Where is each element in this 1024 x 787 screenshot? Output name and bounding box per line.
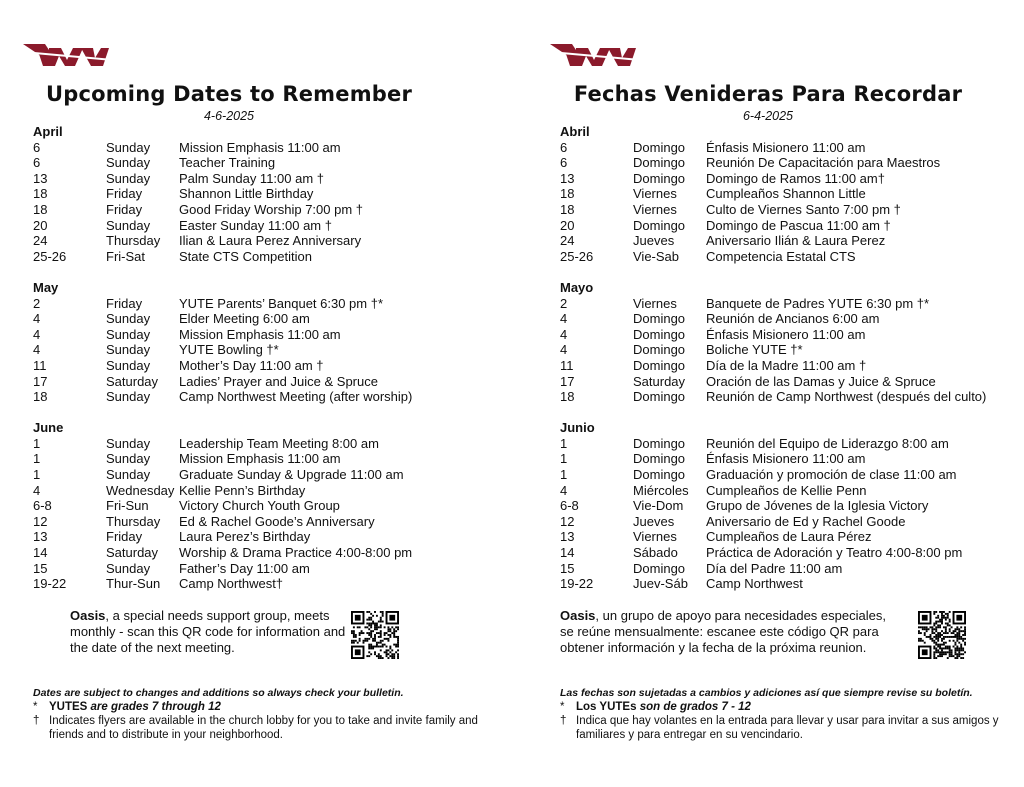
event-date: 1 bbox=[33, 451, 41, 467]
oasis-text bbox=[560, 608, 900, 656]
event-date: 24 bbox=[560, 233, 575, 249]
event-day: Sunday bbox=[106, 217, 151, 233]
event-description: Shannon Little Birthday bbox=[179, 186, 314, 202]
event-date: 20 bbox=[33, 217, 48, 233]
event-description: Cumpleaños de Laura Pérez bbox=[706, 529, 872, 545]
event-date: 4 bbox=[560, 482, 568, 498]
event-row bbox=[33, 155, 503, 171]
month-heading: June bbox=[33, 420, 64, 436]
event-row bbox=[33, 233, 503, 249]
event-row bbox=[33, 249, 503, 265]
asterisk-mark: * bbox=[33, 701, 38, 713]
disclaimer: Dates are subject to changes and additions so always check your bulletin. bbox=[33, 687, 404, 699]
event-day: Sunday bbox=[106, 311, 151, 327]
dagger-mark: † bbox=[33, 715, 40, 727]
event-description: Camp Northwest bbox=[706, 576, 803, 592]
event-date: 12 bbox=[33, 513, 48, 529]
event-date: 4 bbox=[560, 326, 568, 342]
page-date: 6-4-2025 bbox=[742, 109, 794, 123]
event-day: Viernes bbox=[633, 186, 677, 202]
event-row bbox=[560, 389, 1015, 405]
month-heading: Junio bbox=[560, 420, 595, 436]
event-description: Leadership Team Meeting 8:00 am bbox=[179, 435, 379, 451]
event-date: 25-26 bbox=[560, 248, 594, 264]
page-title: Upcoming Dates to Remember bbox=[45, 82, 413, 106]
event-date: 20 bbox=[560, 217, 575, 233]
event-description: Good Friday Worship 7:00 pm † bbox=[179, 201, 364, 217]
month-heading: Mayo bbox=[560, 279, 594, 295]
event-description: Práctica de Adoración y Teatro 4:00-8:00 pm bbox=[706, 545, 963, 561]
event-description: Mission Emphasis 11:00 am bbox=[179, 326, 341, 342]
month-heading: Abril bbox=[560, 124, 590, 139]
event-description: Palm Sunday 11:00 am † bbox=[179, 170, 325, 186]
event-date: 6-8 bbox=[33, 498, 52, 514]
event-day: Domingo bbox=[633, 155, 686, 171]
event-date: 4 bbox=[560, 342, 568, 358]
event-date: 6 bbox=[33, 155, 41, 171]
event-date: 11 bbox=[33, 357, 47, 373]
event-description: Mission Emphasis 11:00 am bbox=[179, 451, 341, 467]
event-date: 2 bbox=[560, 295, 568, 311]
event-date: 13 bbox=[33, 529, 48, 545]
event-row bbox=[560, 186, 1015, 202]
month-heading: May bbox=[33, 279, 59, 295]
event-day: Saturday bbox=[633, 373, 686, 389]
month-spacer bbox=[560, 264, 1015, 280]
event-row bbox=[33, 545, 503, 561]
event-description: Ed & Rachel Goode’s Anniversary bbox=[179, 513, 375, 529]
event-day: Sunday bbox=[106, 560, 151, 576]
oasis-label: Oasis bbox=[70, 608, 106, 623]
oasis-label: Oasis bbox=[560, 608, 596, 623]
event-description: Victory Church Youth Group bbox=[179, 498, 340, 514]
footnote-yutes bbox=[560, 700, 1015, 714]
event-row bbox=[33, 311, 503, 327]
event-date: 1 bbox=[33, 435, 41, 451]
event-day: Fri-Sat bbox=[106, 248, 145, 264]
event-date: 17 bbox=[560, 373, 575, 389]
event-row bbox=[560, 311, 1015, 327]
event-date: 1 bbox=[560, 435, 568, 451]
event-date: 4 bbox=[560, 311, 568, 327]
event-row bbox=[560, 358, 1015, 374]
event-day: Sunday bbox=[106, 467, 151, 483]
event-description: Reunión de Camp Northwest (después del culto) bbox=[706, 389, 987, 405]
events-list bbox=[560, 124, 1015, 592]
event-date: 6 bbox=[560, 155, 568, 171]
event-description: Culto de Viernes Santo 7:00 pm † bbox=[706, 201, 901, 217]
event-date: 6 bbox=[33, 139, 41, 155]
month-spacer bbox=[33, 264, 503, 280]
event-description: Worship & Drama Practice 4:00-8:00 pm bbox=[179, 545, 413, 561]
event-row bbox=[560, 202, 1015, 218]
page-title: Fechas Venideras Para Recordar bbox=[573, 82, 963, 106]
event-day: Friday bbox=[106, 201, 143, 217]
event-description: Graduación y promoción de clase 11:00 am bbox=[706, 467, 957, 483]
event-date: 14 bbox=[560, 545, 575, 561]
event-row bbox=[33, 202, 503, 218]
qr-code-icon[interactable] bbox=[918, 611, 966, 659]
event-row bbox=[560, 498, 1015, 514]
event-description: Mission Emphasis 11:00 am bbox=[179, 139, 341, 155]
event-row bbox=[560, 436, 1015, 452]
event-row bbox=[560, 514, 1015, 530]
event-day: Domingo bbox=[633, 560, 686, 576]
event-date: 6 bbox=[560, 139, 568, 155]
disclaimer: Las fechas son sujetadas a cambios y adiciones así que siempre revise su boletín. bbox=[560, 687, 973, 699]
event-date: 18 bbox=[560, 389, 575, 405]
event-date: 19-22 bbox=[560, 576, 594, 592]
event-row bbox=[33, 529, 503, 545]
event-row bbox=[560, 342, 1015, 358]
event-date: 15 bbox=[33, 560, 48, 576]
oasis-text bbox=[70, 608, 350, 656]
qr-code-icon[interactable] bbox=[351, 611, 399, 659]
event-day: Vie-Sab bbox=[633, 248, 680, 264]
event-row bbox=[560, 327, 1015, 343]
event-row bbox=[33, 514, 503, 530]
event-description: Cumpleaños Shannon Little bbox=[706, 186, 866, 202]
page-date: 4-6-2025 bbox=[203, 109, 255, 123]
event-day: Domingo bbox=[633, 217, 686, 233]
event-day: Sunday bbox=[106, 139, 151, 155]
event-description: Ilian & Laura Perez Anniversary bbox=[179, 233, 362, 249]
event-description: Father’s Day 11:00 am bbox=[179, 560, 310, 576]
event-day: Domingo bbox=[633, 139, 686, 155]
event-description: Competencia Estatal CTS bbox=[706, 248, 856, 264]
event-row bbox=[33, 483, 503, 499]
event-row bbox=[560, 233, 1015, 249]
event-row bbox=[560, 140, 1015, 156]
event-day: Sunday bbox=[106, 451, 151, 467]
events-list bbox=[33, 124, 503, 592]
dagger-mark: † bbox=[560, 715, 567, 727]
event-date: 4 bbox=[33, 342, 41, 358]
footnotes bbox=[560, 686, 1015, 742]
event-day: Domingo bbox=[633, 389, 686, 405]
event-date: 18 bbox=[560, 186, 575, 202]
event-day: Vie-Dom bbox=[633, 498, 684, 514]
event-day: Jueves bbox=[633, 513, 675, 529]
event-day: Friday bbox=[106, 529, 143, 545]
event-row bbox=[560, 451, 1015, 467]
event-row bbox=[33, 467, 503, 483]
event-date: 18 bbox=[33, 389, 48, 405]
event-row bbox=[33, 436, 503, 452]
footnote-yutes bbox=[33, 700, 503, 714]
event-date: 17 bbox=[33, 373, 48, 389]
event-day: Wednesday bbox=[106, 482, 175, 498]
event-row bbox=[560, 218, 1015, 234]
event-day: Miércoles bbox=[633, 482, 689, 498]
event-description: Reunión de Ancianos 6:00 am bbox=[706, 311, 880, 327]
event-day: Domingo bbox=[633, 326, 686, 342]
event-day: Viernes bbox=[633, 201, 677, 217]
event-row bbox=[33, 327, 503, 343]
event-description: State CTS Competition bbox=[179, 248, 312, 264]
event-day: Viernes bbox=[633, 529, 677, 545]
nw-logo-icon bbox=[550, 42, 640, 68]
event-row bbox=[33, 218, 503, 234]
event-description: Teacher Training bbox=[179, 155, 276, 171]
month-spacer bbox=[560, 405, 1015, 421]
event-row bbox=[560, 155, 1015, 171]
oasis-description: , a special needs support group, meets monthly - scan this QR code for information and the date of the next meeting. bbox=[70, 608, 346, 655]
event-description: Énfasis Misionero 11:00 am bbox=[706, 326, 866, 342]
event-day: Sábado bbox=[633, 545, 678, 561]
event-date: 2 bbox=[33, 295, 41, 311]
event-day: Fri-Sun bbox=[106, 498, 149, 514]
event-date: 19-22 bbox=[33, 576, 67, 592]
event-row bbox=[33, 561, 503, 577]
yutes-label: Los YUTEs bbox=[576, 701, 637, 713]
event-row bbox=[560, 529, 1015, 545]
event-description: Camp Northwest† bbox=[179, 576, 284, 592]
event-day: Domingo bbox=[633, 451, 686, 467]
event-row bbox=[33, 389, 503, 405]
yutes-text: son de grados 7 - 12 bbox=[636, 701, 751, 713]
event-date: 12 bbox=[560, 513, 575, 529]
event-description: YUTE Parents’ Banquet 6:30 pm †* bbox=[179, 295, 384, 311]
event-date: 15 bbox=[560, 560, 575, 576]
nw-logo-icon bbox=[23, 42, 113, 68]
event-row bbox=[33, 186, 503, 202]
event-description: Ladies’ Prayer and Juice & Spruce bbox=[179, 373, 378, 389]
event-day: Sunday bbox=[106, 357, 151, 373]
event-day: Viernes bbox=[633, 295, 677, 311]
event-description: Easter Sunday 11:00 am † bbox=[179, 217, 332, 233]
event-row bbox=[33, 358, 503, 374]
spanish-panel bbox=[560, 0, 1015, 787]
event-day: Domingo bbox=[633, 467, 686, 483]
month-spacer bbox=[33, 405, 503, 421]
event-day: Saturday bbox=[106, 373, 159, 389]
event-day: Friday bbox=[106, 295, 143, 311]
event-date: 13 bbox=[560, 170, 575, 186]
event-row bbox=[560, 576, 1015, 592]
event-description: Oración de las Damas y Juice & Spruce bbox=[706, 373, 936, 389]
event-row bbox=[33, 451, 503, 467]
event-date: 24 bbox=[33, 233, 48, 249]
event-date: 1 bbox=[560, 451, 568, 467]
event-day: Sunday bbox=[106, 389, 151, 405]
event-description: Camp Northwest Meeting (after worship) bbox=[179, 389, 413, 405]
event-date: 1 bbox=[560, 467, 568, 483]
event-date: 13 bbox=[560, 529, 575, 545]
event-date: 14 bbox=[33, 545, 48, 561]
event-date: 1 bbox=[33, 467, 41, 483]
event-day: Saturday bbox=[106, 545, 159, 561]
event-description: Aniversario de Ed y Rachel Goode bbox=[706, 513, 906, 529]
event-date: 13 bbox=[33, 170, 48, 186]
event-description: Laura Perez’s Birthday bbox=[179, 529, 311, 545]
event-description: Grupo de Jóvenes de la Iglesia Victory bbox=[706, 498, 929, 514]
event-date: 4 bbox=[33, 311, 41, 327]
event-row bbox=[560, 561, 1015, 577]
event-row bbox=[560, 545, 1015, 561]
event-description: Domingo de Ramos 11:00 am† bbox=[706, 170, 885, 186]
yutes-label: YUTES bbox=[49, 701, 88, 713]
event-day: Domingo bbox=[633, 311, 686, 327]
event-row bbox=[33, 374, 503, 390]
event-date: 4 bbox=[33, 326, 41, 342]
footnote-flyers bbox=[560, 714, 1015, 742]
event-day: Thursday bbox=[106, 513, 161, 529]
event-day: Sunday bbox=[106, 435, 151, 451]
event-row bbox=[560, 249, 1015, 265]
event-description: Kellie Penn’s Birthday bbox=[179, 482, 306, 498]
event-date: 25-26 bbox=[33, 248, 67, 264]
event-description: Elder Meeting 6:00 am bbox=[179, 311, 310, 327]
event-description: Énfasis Misionero 11:00 am bbox=[706, 139, 866, 155]
event-day: Domingo bbox=[633, 435, 686, 451]
asterisk-mark: * bbox=[560, 701, 565, 713]
event-day: Sunday bbox=[106, 170, 151, 186]
event-row bbox=[560, 171, 1015, 187]
event-date: 18 bbox=[560, 201, 575, 217]
event-description: Énfasis Misionero 11:00 am bbox=[706, 451, 866, 467]
event-row bbox=[560, 467, 1015, 483]
event-row bbox=[560, 374, 1015, 390]
event-description: Graduate Sunday & Upgrade 11:00 am bbox=[179, 467, 404, 483]
event-description: Aniversario Ilián & Laura Perez bbox=[706, 233, 886, 249]
event-date: 18 bbox=[33, 201, 48, 217]
event-day: Sunday bbox=[106, 342, 151, 358]
event-description: Domingo de Pascua 11:00 am † bbox=[706, 217, 891, 233]
event-description: Reunión De Capacitación para Maestros bbox=[706, 155, 941, 171]
footnote-flyers bbox=[33, 714, 503, 742]
event-description: Banquete de Padres YUTE 6:30 pm †* bbox=[706, 295, 930, 311]
event-date: 11 bbox=[560, 357, 574, 373]
event-row bbox=[33, 296, 503, 312]
english-panel bbox=[33, 0, 503, 787]
oasis-description: , un grupo de apoyo para necesidades especiales, se reúne mensualmente: escanee este código QR para obtener información y la fecha de la próxima reunion. bbox=[560, 608, 886, 655]
event-day: Thur-Sun bbox=[106, 576, 161, 592]
event-day: Domingo bbox=[633, 170, 686, 186]
month-heading: April bbox=[33, 124, 63, 139]
event-date: 4 bbox=[33, 482, 41, 498]
event-day: Sunday bbox=[106, 326, 151, 342]
event-row bbox=[560, 483, 1015, 499]
event-day: Domingo bbox=[633, 357, 686, 373]
footnotes bbox=[33, 686, 503, 742]
event-row bbox=[33, 342, 503, 358]
yutes-text: are grades 7 through 12 bbox=[87, 701, 221, 713]
event-description: Día de la Madre 11:00 am † bbox=[706, 357, 867, 373]
event-row bbox=[33, 576, 503, 592]
event-date: 18 bbox=[33, 186, 48, 202]
event-description: Mother’s Day 11:00 am † bbox=[179, 357, 324, 373]
event-row bbox=[33, 140, 503, 156]
event-row bbox=[33, 171, 503, 187]
flyers-text: Indicates flyers are available in the church lobby for you to take and invite family and friends and to distribute in your neighborhood. bbox=[49, 715, 478, 741]
event-day: Friday bbox=[106, 186, 143, 202]
flyers-text: Indica que hay volantes en la entrada para llevar y usar para invitar a sus amigos y familiares y para entregar en su vencindario. bbox=[576, 715, 999, 741]
event-description: Reunión del Equipo de Liderazgo 8:00 am bbox=[706, 435, 949, 451]
event-row bbox=[560, 296, 1015, 312]
event-row bbox=[33, 498, 503, 514]
event-day: Thursday bbox=[106, 233, 161, 249]
event-day: Jueves bbox=[633, 233, 675, 249]
event-day: Sunday bbox=[106, 155, 151, 171]
event-date: 6-8 bbox=[560, 498, 579, 514]
event-day: Domingo bbox=[633, 342, 686, 358]
event-day: Juev-Sáb bbox=[633, 576, 688, 592]
event-description: Cumpleaños de Kellie Penn bbox=[706, 482, 867, 498]
event-description: Boliche YUTE †* bbox=[706, 342, 803, 358]
event-description: Día del Padre 11:00 am bbox=[706, 560, 843, 576]
event-description: YUTE Bowling †* bbox=[179, 342, 279, 358]
